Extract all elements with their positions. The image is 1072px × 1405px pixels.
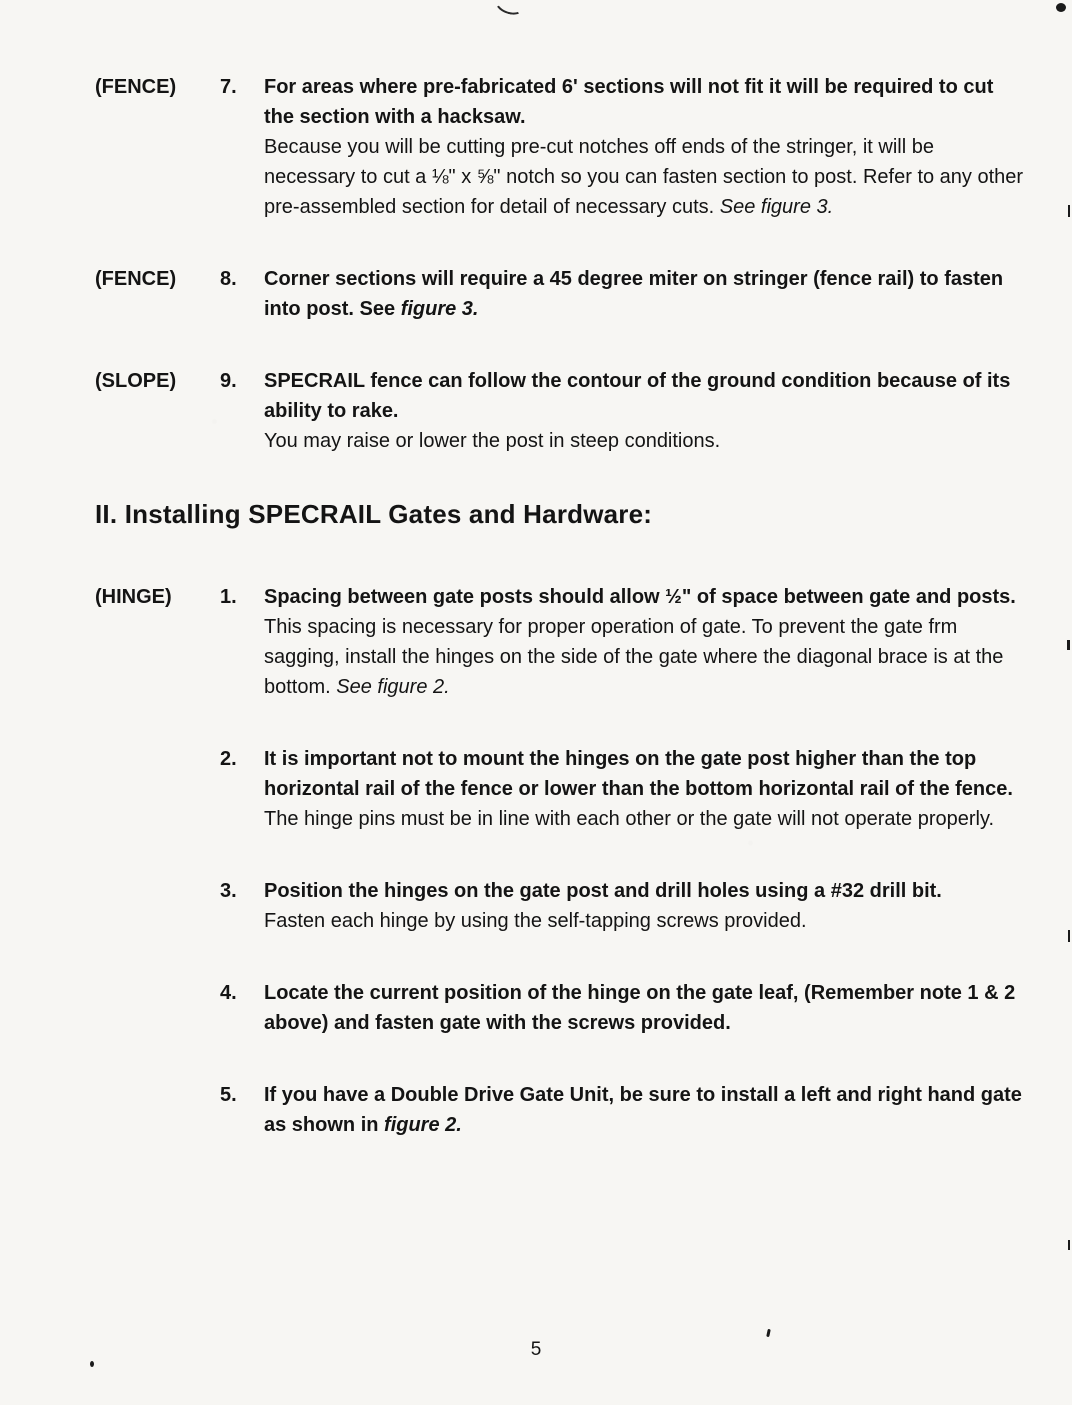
- margin-label: (FENCE): [95, 268, 177, 290]
- item-body: [264, 426, 1027, 456]
- margin-label: (FENCE): [95, 76, 177, 98]
- item-title-italic: figure 2.: [384, 1114, 462, 1136]
- item-title-text: Corner sections will require a 45 degree miter on stringer (fence rail) to fasten into post. See: [264, 268, 1004, 320]
- item-body: [264, 906, 1027, 936]
- scan-artifact-dot: [90, 1361, 94, 1367]
- section-heading: II. Installing SPECRAIL Gates and Hardware:: [95, 499, 653, 529]
- item-title: [264, 876, 1027, 906]
- item-body: [264, 612, 1027, 702]
- margin-label: [95, 978, 220, 1038]
- item-body-italic: See figure 3.: [719, 196, 834, 218]
- item-body-text: Fasten each hinge by using the self-tapping screws provided.: [264, 910, 807, 932]
- instruction-item-hinge-4: [95, 978, 1027, 1038]
- item-body-text: This spacing is necessary for proper operation of gate. To prevent the gate frm sagging, install the hinges on the side of the gate where the diagonal brace is at the bottom.: [264, 616, 1004, 698]
- item-text: [264, 876, 1027, 936]
- item-body-text: Because you will be cutting pre-cut notches off ends of the stringer, it will be necessary to cut a ⅛" x ⅝" notch so you can fasten section to post. Refer to any other pre-assembled section for detail of necessary cuts.: [264, 136, 1024, 218]
- item-title: [264, 582, 1027, 612]
- item-body: [264, 804, 1027, 834]
- scan-artifact-dot: [1056, 3, 1066, 12]
- item-title-text: Position the hinges on the gate post and drill holes using a #32 drill bit.: [264, 880, 942, 902]
- item-body: [264, 132, 1027, 222]
- item-text: [264, 744, 1027, 834]
- instruction-item-slope-9: [95, 366, 1027, 456]
- instruction-item-fence-8: [95, 264, 1027, 324]
- item-number: 9.: [220, 370, 237, 392]
- item-text: [264, 978, 1027, 1038]
- item-title-text: SPECRAIL fence can follow the contour of the ground condition because of its ability to rake.: [264, 370, 1011, 422]
- margin-label: (HINGE): [95, 586, 172, 608]
- item-number: 8.: [220, 268, 237, 290]
- margin-label: [95, 876, 220, 936]
- scan-artifact-tick: [1068, 1240, 1070, 1250]
- item-title: [264, 72, 1027, 132]
- scan-artifact-tick: [1068, 930, 1070, 942]
- item-text: [264, 264, 1027, 324]
- instruction-item-fence-7: [95, 72, 1027, 222]
- item-title: [264, 366, 1027, 426]
- item-body-text: The hinge pins must be in line with each other or the gate will not operate properly.: [264, 808, 995, 830]
- instruction-item-hinge-1: [95, 582, 1027, 702]
- margin-label: [95, 1080, 220, 1140]
- scan-artifact-quote: [766, 1329, 771, 1337]
- item-title: [264, 264, 1027, 324]
- item-number: 4.: [220, 982, 237, 1004]
- item-title-text: Locate the current position of the hinge on the gate leaf, (Remember note 1 & 2 above) and fasten gate with the screws provided.: [264, 982, 1016, 1034]
- item-number: 1.: [220, 586, 237, 608]
- instruction-item-hinge-5: [95, 1080, 1027, 1140]
- instruction-item-hinge-3: [95, 876, 1027, 936]
- item-text: [264, 1080, 1027, 1140]
- item-text: [264, 72, 1027, 222]
- item-body-text: You may raise or lower the post in steep conditions.: [264, 430, 721, 452]
- scan-artifact-tick: [1068, 205, 1070, 217]
- item-title: [264, 978, 1027, 1038]
- item-title-text: It is important not to mount the hinges on the gate post higher than the top horizontal rail of the fence or lower than the bottom horizontal rail of the fence.: [264, 748, 1013, 800]
- item-title-text: For areas where pre-fabricated 6' sections will not fit it will be required to cut the section with a hacksaw.: [264, 76, 994, 128]
- page-number: 5: [530, 1339, 542, 1360]
- item-title: [264, 1080, 1027, 1140]
- item-number: 2.: [220, 748, 237, 770]
- item-text: [264, 366, 1027, 456]
- item-title: [264, 744, 1027, 804]
- margin-label: (SLOPE): [95, 370, 177, 392]
- scan-artifact-tick: [1067, 640, 1070, 650]
- item-title-italic: figure 3.: [400, 298, 479, 320]
- item-number: 7.: [220, 76, 237, 98]
- instruction-item-hinge-2: [95, 744, 1027, 834]
- item-title-text: Spacing between gate posts should allow ½" of space between gate and posts.: [264, 586, 1016, 608]
- item-number: 3.: [220, 880, 237, 902]
- item-text: [264, 582, 1027, 702]
- item-title-text: If you have a Double Drive Gate Unit, be sure to install a left and right hand gate as shown in: [264, 1084, 1022, 1136]
- margin-label: [95, 744, 220, 834]
- item-body-italic: See figure 2.: [336, 676, 450, 698]
- item-number: 5.: [220, 1084, 237, 1106]
